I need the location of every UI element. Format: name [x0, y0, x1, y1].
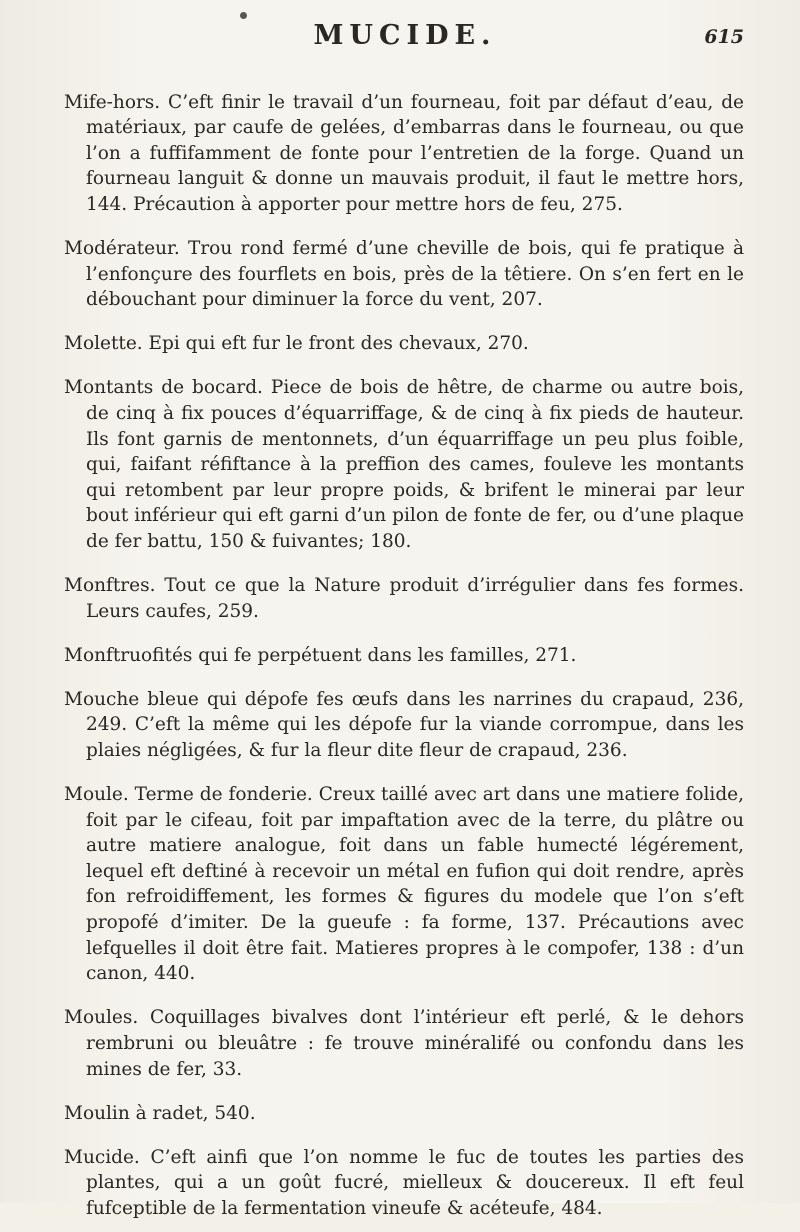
- index-entry-montants-de-bocard: Montants de bocard. Piece de bois de hêtre, de charme ou autre bois, de cinq à fix pouces d’équarriffage, & de cinq à fix pieds de hauteur. Ils font garnis de mentonnets, d’un équarriffage un peu plus foible, qui, faifant réfiftance à la preffion des cames, fouleve les montants qui retombent par leur propre poids, & brifent le minerai par leur bout inférieur qui eft garni d’un pilon de fonte de fer, ou d’une plaque de fer battu, 150 & fuivantes; 180.: [64, 377, 744, 552]
- index-entry-monstruosites: Monftruofités qui fe perpétuent dans les familles, 271.: [64, 644, 577, 666]
- index-entry-moule: Moule. Terme de fonderie. Creux taillé avec art dans une matiere folide, foit par le cifeau, foit par impaftation avec de la terre, du plâtre ou autre matiere analogue, foit dans un fable humecté légérement, lequel eft deftiné à recevoir un métal en fufion qui doit rendre, après fon refroidiffement, les formes & figures du modele que l’on s’eft propofé d’imiter. De la gueufe : fa forme, 137. Précautions avec lefquelles il doit être fait. Matieres propres à le compofer, 138 : d’un canon, 440.: [64, 784, 744, 985]
- index-entry-molette: Molette. Epi qui eft fur le front des chevaux, 270.: [64, 333, 529, 355]
- index-entry-moulin-a-radet: Moulin à radet, 540.: [64, 1102, 256, 1124]
- page-number: 615: [704, 26, 744, 48]
- index-entry-moules: Moules. Coquillages bivalves dont l’intérieur eft perlé, & le dehors rembruni ou bleuâtre : fe trouve minéralifé ou confondu dans les mines de fer, 33.: [64, 1007, 744, 1080]
- index-entry-mucide: Mucide. C’eft ainfi que l’on nomme le fuc de toutes les parties des plantes, qui a un goût fucré, mielleux & doucereux. Il eft feul fufceptible de la fermentation vineufe & acéteufe, 484.: [64, 1146, 744, 1219]
- page-header: [0, 14, 800, 54]
- index-entry-mise-hors: Mife-hors. C’eft finir le travail d’un fourneau, foit par défaut d’eau, de matériaux, par caufe de gelées, d’embarras dans le fourneau, ou que l’on a fuffifamment de fonte pour l’entretien de la forge. Quand un fourneau languit & donne un mauvais produit, il faut le mettre hors, 144. Précaution à apporter pour mettre hors de feu, 275.: [64, 91, 744, 215]
- index-entry-monstres: Monftres. Tout ce que la Nature produit d’irrégulier dans fes formes. Leurs caufes, 259.: [64, 575, 744, 622]
- index-entry-moderateur: Modérateur. Trou rond fermé d’une cheville de bois, qui fe pratique à l’enfonçure des fourflets en bois, près de la têtiere. On s’en fert en le débouchant pour diminuer la force du vent, 207.: [64, 237, 744, 311]
- index-entries: [64, 71, 744, 1232]
- index-entry-mouche-bleue: Mouche bleue qui dépofe fes œufs dans les narrines du crapaud, 236, 249. C’eft la même qui les dépofe fur la viande corrompue, dans les plaies négligées, & fur la fleur dite fleur de crapaud, 236.: [64, 688, 744, 761]
- running-head: MUCIDE.: [313, 20, 497, 51]
